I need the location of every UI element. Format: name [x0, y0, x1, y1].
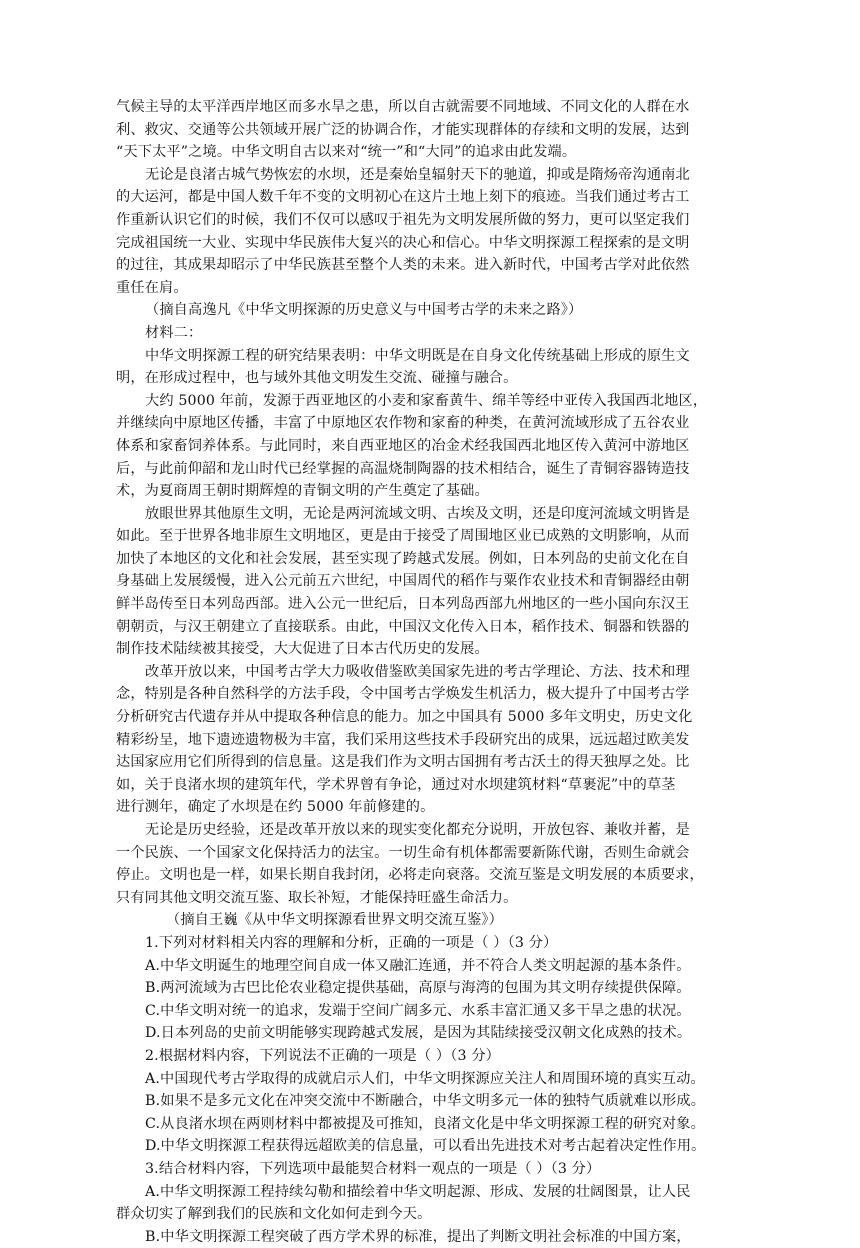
text-line: 的大运河，都是中国人数千年不变的文明初心在这片土地上刻下的痕迹。当我们通过考古工 — [116, 189, 690, 206]
text-line: 中华文明探源工程的研究结果表明：中华文明既是在自身文化传统基础上形成的原生文 — [145, 347, 690, 364]
text-line: 如此。至于世界各地非原生文明地区，更是由于接受了周围地区业已成熟的文明影响，从而 — [116, 528, 690, 545]
text-line: 进行测年，确定了水坝是在约 5000 年前修建的。 — [116, 799, 435, 816]
text-line: 停止。文明也是一样，如果长期自我封闭，必将走向衰落。交流互鉴是文明发展的本质要求， — [116, 867, 704, 884]
text-line: 体系和家畜饲养体系。与此同时，来自西亚地区的冶金术经我国西北地区传入黄河中游地区 — [116, 437, 690, 454]
text-line: 加快了本地区的文化和社会发展，甚至实现了跨越式发展。例如，日本列岛的史前文化在自 — [116, 550, 690, 567]
text-line: （摘自王巍《从中华文明探源看世界文明交流互鉴》） — [166, 912, 504, 929]
text-line: B.中华文明探源工程突破了西方学术界的标准，提出了判断文明社会标准的中国方案， — [145, 1228, 691, 1245]
text-line: A.中华文明诞生的地理空间自成一体又融汇连通，并不符合人类文明起源的基本条件。 — [145, 957, 691, 974]
text-line: B.如果不是多元文化在冲突交流中不断融合，中华文明多元一体的独特气质就难以形成。 — [145, 1093, 706, 1110]
text-line: 气候主导的太平洋西岸地区而多水旱之患，所以自古就需要不同地域、不同文化的人群在水 — [116, 99, 690, 115]
text-line: 的过往，其成果却昭示了中华民族甚至整个人类的未来。进入新时代，中国考古学对此依然 — [116, 257, 690, 274]
text-line: 精彩纷呈，地下遗迹遗物极为丰富，我们采用这些技术手段研究出的成果，远远超过欧美发 — [116, 731, 690, 748]
text-line: 3.结合材料内容，下列选项中最能契合材料一观点的一项是（ ）（3 分） — [145, 1160, 601, 1177]
text-line: 术，为夏商周王朝时期辉煌的青铜文明的产生奠定了基础。 — [116, 483, 489, 500]
text-line: 重任在肩。 — [116, 279, 188, 296]
text-line: 无论是历史经验，还是改革开放以来的现实变化都充分说明，开放包容、兼收并蓄，是 — [145, 822, 690, 838]
text-line: 分析研究古代遗存并从中提取各种信息的能力。加之中国具有 5000 多年文明史，历史文化 — [116, 709, 693, 726]
text-line: B.两河流域为古巴比伦农业稳定提供基础，高原与海湾的包围为其文明存续提供保障。 — [145, 980, 691, 997]
text-line: 2.根据材料内容，下列说法不正确的一项是（ ）（3 分） — [145, 1047, 500, 1064]
text-line: （摘自高逸凡《中华文明探源的历史意义与中国考古学的未来之路》） — [145, 302, 583, 319]
text-line: A.中华文明探源工程持续勾勒和描绘着中华文明起源、形成、发展的壮阔图景，让人民 — [145, 1183, 691, 1200]
text-line: 1.下列对材料相关内容的理解和分析，正确的一项是（ ）（3 分） — [145, 934, 558, 951]
text-line: “天下太平”之境。中华文明自古以来对“统一”和“大同”的追求由此发端。 — [116, 144, 577, 161]
text-line: 只有同其他文明交流互鉴、取长补短，才能保持旺盛生命活力。 — [116, 889, 518, 906]
text-line: 大约 5000 年前，发源于西亚地区的小麦和家畜黄牛、绵羊等经中亚传入我国西北地区， — [145, 392, 708, 409]
text-line: 后，与此前仰韶和龙山时代已经掌握的高温烧制陶器的技术相结合，诞生了青铜容器铸造技 — [116, 460, 690, 477]
text-line: 念，特别是各种自然科学的方法手段，令中国考古学焕发生机活力，极大提升了中国考古学 — [116, 686, 690, 703]
document-page — [116, 96, 742, 1248]
text-line: A.中国现代考古学取得的成就启示人们，中华文明探源应关注人和周围环境的真实互动。 — [145, 1070, 705, 1087]
text-line: 放眼世界其他原生文明，无论是两河流域文明、古埃及文明，还是印度河流域文明皆是 — [145, 505, 690, 522]
text-line: 朝朝贡，与汉王朝建立了直接联系。由此，中国汉文化传入日本，稻作技术、铜器和铁器的 — [116, 618, 690, 635]
text-line: 无论是良渚古城气势恢宏的水坝，还是秦始皇辐射天下的驰道，抑或是隋炀帝沟通南北 — [145, 166, 690, 183]
text-line: 改革开放以来，中国考古学大力吸收借鉴欧美国家先进的考古学理论、方法、技术和理 — [145, 663, 690, 680]
text-line: 达国家应用它们所得到的信息量。这是我们作为文明古国拥有考古沃土的得天独厚之处。比 — [116, 754, 690, 771]
text-line: D.日本列岛的史前文明能够实现跨越式发展，是因为其陆续接受汉朝文化成熟的技术。 — [145, 1025, 692, 1042]
text-line: 作重新认识它们的时候，我们不仅可以感叹于祖先为文明发展所做的努力，更可以坚定我们 — [116, 211, 690, 228]
text-line: 身基础上发展缓慢，进入公元前五六世纪，中国周代的稻作与粟作农业技术和青铜器经由朝 — [116, 573, 690, 590]
text-line: 明，在形成过程中，也与域外其他文明发生交流、碰撞与融合。 — [116, 370, 518, 387]
text-line: D.中华文明探源工程获得远超欧美的信息量，可以看出先进技术对考古起着决定性作用。 — [145, 1138, 706, 1155]
text-line: C.中华文明对统一的追求，发端于空间广阔多元、水系丰富汇通又多干旱之患的状况。 — [145, 1002, 691, 1019]
text-line: C.从良渚水坝在两则材料中都被提及可推知，良渚文化是中华文明探源工程的研究对象。 — [145, 1115, 705, 1132]
text-line: 并继续向中原地区传播，丰富了中原地区农作物和家畜的种类，在黄河流域形成了五谷农业 — [116, 415, 690, 432]
text-line: 完成祖国统一大业、实现中华民族伟大复兴的决心和信心。中华文明探源工程探索的是文明 — [116, 234, 690, 251]
text-line: 群众切实了解到我们的民族和文化如何走到今天。 — [116, 1206, 432, 1223]
text-line: 利、救灾、交通等公共领域开展广泛的协调合作，才能实现群体的存续和文明的发展，达到 — [116, 121, 690, 138]
text-line: 鲜半岛传至日本列岛西部。进入公元一世纪后，日本列岛西部九州地区的一些小国向东汉王 — [116, 596, 690, 613]
text-line: 一个民族、一个国家文化保持活力的法宝。一切生命有机体都需要新陈代谢，否则生命就会 — [116, 844, 690, 861]
text-line: 材料二： — [145, 324, 203, 341]
text-line: 如，关于良渚水坝的建筑年代，学术界曾有争论，通过对水坝建筑材料“草裹泥”中的草茎 — [116, 776, 676, 793]
text-line: 制作技术陆续被其接受，大大促进了日本古代历史的发展。 — [116, 641, 489, 658]
